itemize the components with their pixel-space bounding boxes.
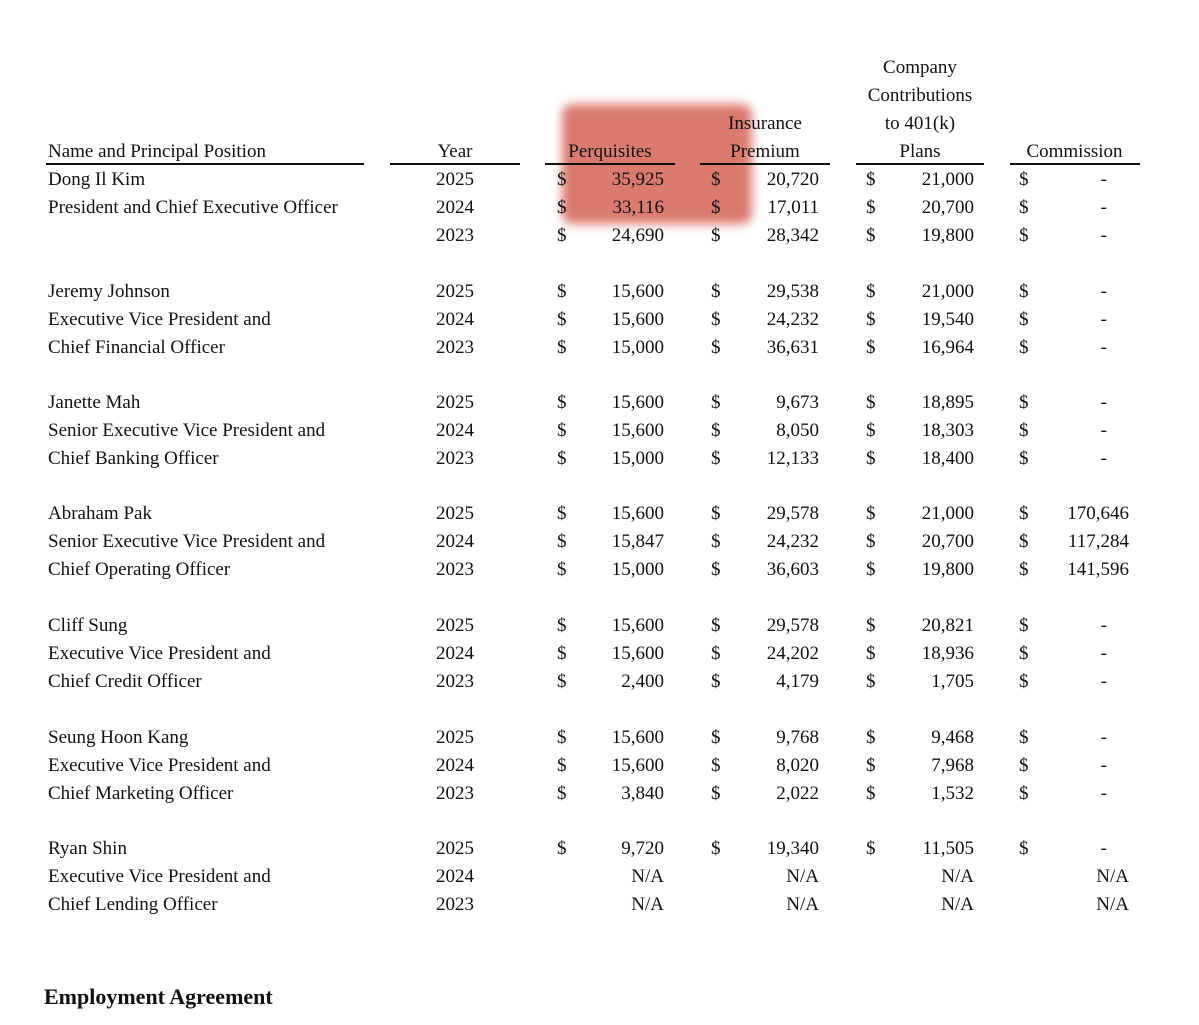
cell-contrib: 20,700 [921, 197, 974, 218]
dollar-sign: $ [866, 337, 876, 358]
dollar-sign: $ [711, 783, 721, 804]
cell-perq: 33,116 [612, 197, 664, 218]
cell-comm: - [1100, 225, 1107, 246]
dollar-sign: $ [711, 615, 721, 636]
header-rule-perquisites [545, 163, 675, 165]
cell-ins: 36,631 [766, 337, 819, 358]
header-year: Year [437, 141, 473, 162]
cell-ins: 2,022 [776, 783, 819, 804]
dollar-sign: $ [1019, 727, 1029, 748]
dollar-sign: $ [711, 727, 721, 748]
cell-perq: 15,000 [611, 448, 664, 469]
dollar-sign: $ [711, 197, 721, 218]
cell-ins: 9,768 [776, 727, 819, 748]
cell-comm: - [1100, 783, 1107, 804]
header-name: Name and Principal Position [48, 141, 266, 162]
row-name: Executive Vice President and [48, 866, 271, 887]
row-year: 2024 [436, 197, 474, 218]
cell-perq: 15,600 [611, 755, 664, 776]
cell-perq: N/A [631, 866, 664, 887]
row-name: Seung Hoon Kang [48, 727, 189, 748]
dollar-sign: $ [1019, 643, 1029, 664]
cell-perq: 24,690 [611, 225, 664, 246]
cell-contrib: 19,800 [921, 225, 974, 246]
header-rule-contrib [856, 163, 984, 165]
dollar-sign: $ [557, 225, 567, 246]
dollar-sign: $ [557, 169, 567, 190]
cell-contrib: 18,936 [921, 643, 974, 664]
dollar-sign: $ [557, 643, 567, 664]
cell-comm: - [1100, 169, 1107, 190]
cell-comm: - [1100, 197, 1107, 218]
dollar-sign: $ [557, 531, 567, 552]
cell-contrib: 1,532 [931, 783, 974, 804]
cell-ins: 8,050 [776, 420, 819, 441]
dollar-sign: $ [1019, 755, 1029, 776]
cell-comm: - [1100, 615, 1107, 636]
row-year: 2023 [436, 448, 474, 469]
cell-perq: 9,720 [621, 838, 664, 859]
row-name: Dong Il Kim [48, 169, 146, 190]
row-name: Senior Executive Vice President and [48, 531, 326, 552]
row-year: 2023 [436, 559, 474, 580]
dollar-sign: $ [866, 420, 876, 441]
cell-comm: - [1100, 420, 1107, 441]
cell-comm: N/A [1096, 894, 1129, 915]
cell-perq: 15,600 [611, 727, 664, 748]
row-name: Chief Operating Officer [48, 559, 231, 580]
dollar-sign: $ [866, 309, 876, 330]
row-name: Senior Executive Vice President and [48, 420, 326, 441]
row-name: Janette Mah [48, 392, 141, 413]
row-name: Chief Marketing Officer [48, 783, 234, 804]
cell-perq: 15,600 [611, 503, 664, 524]
dollar-sign: $ [1019, 448, 1029, 469]
dollar-sign: $ [866, 615, 876, 636]
dollar-sign: $ [1019, 783, 1029, 804]
dollar-sign: $ [711, 309, 721, 330]
cell-perq: N/A [631, 894, 664, 915]
row-year: 2024 [436, 309, 474, 330]
header-contrib-line4: Plans [899, 141, 941, 162]
cell-perq: 15,600 [611, 309, 664, 330]
header-insurance-line2: Premium [730, 141, 800, 162]
row-name: Chief Financial Officer [48, 337, 225, 358]
dollar-sign: $ [711, 559, 721, 580]
row-year: 2024 [436, 643, 474, 664]
row-year: 2023 [436, 783, 474, 804]
row-year: 2023 [436, 337, 474, 358]
cell-perq: 3,840 [621, 783, 664, 804]
cell-contrib: 21,000 [921, 281, 974, 302]
dollar-sign: $ [866, 392, 876, 413]
dollar-sign: $ [866, 225, 876, 246]
cell-comm: - [1100, 838, 1107, 859]
dollar-sign: $ [711, 531, 721, 552]
dollar-sign: $ [1019, 671, 1029, 692]
dollar-sign: $ [1019, 559, 1029, 580]
dollar-sign: $ [1019, 197, 1029, 218]
row-year: 2024 [436, 420, 474, 441]
section-title: Employment Agreement [44, 984, 273, 1009]
header-commission: Commission [1026, 141, 1123, 162]
cell-comm: N/A [1096, 866, 1129, 887]
cell-perq: 15,600 [611, 615, 664, 636]
cell-contrib: N/A [941, 894, 974, 915]
cell-comm: - [1100, 643, 1107, 664]
dollar-sign: $ [866, 643, 876, 664]
dollar-sign: $ [557, 615, 567, 636]
dollar-sign: $ [711, 448, 721, 469]
cell-comm: - [1100, 392, 1107, 413]
cell-contrib: 7,968 [931, 755, 974, 776]
dollar-sign: $ [557, 503, 567, 524]
cell-contrib: 21,000 [921, 503, 974, 524]
dollar-sign: $ [557, 783, 567, 804]
cell-contrib: N/A [941, 866, 974, 887]
row-name: Chief Lending Officer [48, 894, 218, 915]
row-year: 2025 [436, 615, 474, 636]
dollar-sign: $ [1019, 420, 1029, 441]
cell-contrib: 18,400 [921, 448, 974, 469]
cell-contrib: 21,000 [921, 169, 974, 190]
dollar-sign: $ [1019, 169, 1029, 190]
dollar-sign: $ [557, 420, 567, 441]
row-year: 2025 [436, 503, 474, 524]
row-year: 2023 [436, 671, 474, 692]
cell-ins: 24,232 [766, 309, 819, 330]
header-rule-commission [1010, 163, 1140, 165]
cell-ins: 17,011 [767, 197, 819, 218]
dollar-sign: $ [1019, 503, 1029, 524]
row-name: Ryan Shin [48, 838, 127, 859]
cell-contrib: 11,505 [922, 838, 974, 859]
row-year: 2023 [436, 225, 474, 246]
dollar-sign: $ [711, 503, 721, 524]
row-name: Chief Banking Officer [48, 448, 219, 469]
header-rule-year [390, 163, 520, 165]
dollar-sign: $ [557, 755, 567, 776]
cell-ins: 4,179 [776, 671, 819, 692]
dollar-sign: $ [711, 643, 721, 664]
cell-ins: N/A [786, 866, 819, 887]
cell-contrib: 18,895 [921, 392, 974, 413]
dollar-sign: $ [1019, 309, 1029, 330]
row-year: 2025 [436, 169, 474, 190]
cell-perq: 15,000 [611, 337, 664, 358]
cell-ins: 8,020 [776, 755, 819, 776]
dollar-sign: $ [1019, 337, 1029, 358]
cell-comm: - [1100, 448, 1107, 469]
dollar-sign: $ [557, 838, 567, 859]
dollar-sign: $ [1019, 392, 1029, 413]
row-year: 2024 [436, 866, 474, 887]
dollar-sign: $ [557, 309, 567, 330]
dollar-sign: $ [557, 671, 567, 692]
dollar-sign: $ [1019, 838, 1029, 859]
cell-contrib: 20,821 [921, 615, 974, 636]
cell-comm: 141,596 [1067, 559, 1129, 580]
dollar-sign: $ [711, 755, 721, 776]
cell-ins: 24,202 [766, 643, 819, 664]
cell-comm: - [1100, 755, 1107, 776]
row-year: 2025 [436, 838, 474, 859]
cell-comm: - [1100, 309, 1107, 330]
cell-perq: 15,000 [611, 559, 664, 580]
cell-ins: 36,603 [766, 559, 819, 580]
dollar-sign: $ [711, 169, 721, 190]
cell-comm: 170,646 [1067, 503, 1129, 524]
dollar-sign: $ [711, 281, 721, 302]
dollar-sign: $ [557, 727, 567, 748]
dollar-sign: $ [711, 392, 721, 413]
cell-ins: 19,340 [766, 838, 819, 859]
dollar-sign: $ [866, 559, 876, 580]
dollar-sign: $ [557, 392, 567, 413]
row-name: President and Chief Executive Officer [48, 197, 338, 218]
dollar-sign: $ [866, 448, 876, 469]
row-year: 2025 [436, 727, 474, 748]
cell-contrib: 16,964 [921, 337, 974, 358]
cell-ins: 29,578 [766, 615, 819, 636]
dollar-sign: $ [1019, 531, 1029, 552]
dollar-sign: $ [866, 169, 876, 190]
cell-ins: 29,538 [766, 281, 819, 302]
dollar-sign: $ [1019, 281, 1029, 302]
cell-contrib: 18,303 [921, 420, 974, 441]
cell-perq: 15,600 [611, 281, 664, 302]
row-name: Executive Vice President and [48, 755, 271, 776]
row-year: 2024 [436, 755, 474, 776]
dollar-sign: $ [557, 448, 567, 469]
cell-ins: 12,133 [766, 448, 819, 469]
dollar-sign: $ [866, 838, 876, 859]
cell-ins: 20,720 [766, 169, 819, 190]
cell-contrib: 1,705 [931, 671, 974, 692]
dollar-sign: $ [557, 197, 567, 218]
dollar-sign: $ [711, 337, 721, 358]
cell-comm: - [1100, 671, 1107, 692]
dollar-sign: $ [866, 503, 876, 524]
row-year: 2023 [436, 894, 474, 915]
cell-perq: 2,400 [621, 671, 664, 692]
dollar-sign: $ [866, 727, 876, 748]
header-contrib-line1: Company [883, 57, 957, 78]
row-name: Executive Vice President and [48, 309, 271, 330]
dollar-sign: $ [557, 337, 567, 358]
cell-ins: 24,232 [766, 531, 819, 552]
row-name: Abraham Pak [48, 503, 152, 524]
cell-comm: - [1100, 727, 1107, 748]
cell-perq: 35,925 [611, 169, 664, 190]
dollar-sign: $ [711, 838, 721, 859]
dollar-sign: $ [866, 197, 876, 218]
row-year: 2024 [436, 531, 474, 552]
row-name: Jeremy Johnson [48, 281, 170, 302]
header-contrib-line2: Contributions [867, 85, 973, 106]
header-rule-name [46, 163, 364, 165]
dollar-sign: $ [866, 783, 876, 804]
dollar-sign: $ [711, 420, 721, 441]
cell-contrib: 19,540 [921, 309, 974, 330]
dollar-sign: $ [557, 559, 567, 580]
dollar-sign: $ [711, 671, 721, 692]
cell-ins: 28,342 [766, 225, 819, 246]
dollar-sign: $ [1019, 225, 1029, 246]
dollar-sign: $ [557, 281, 567, 302]
cell-ins: 29,578 [766, 503, 819, 524]
header-perquisites: Perquisites [568, 141, 652, 162]
cell-ins: 9,673 [776, 392, 819, 413]
dollar-sign: $ [866, 755, 876, 776]
dollar-sign: $ [866, 671, 876, 692]
cell-comm: - [1100, 281, 1107, 302]
header-rule-insurance [700, 163, 830, 165]
cell-perq: 15,600 [611, 420, 664, 441]
cell-perq: 15,600 [611, 643, 664, 664]
row-year: 2025 [436, 392, 474, 413]
cell-comm: 117,284 [1067, 531, 1129, 552]
header-insurance-line1: Insurance [728, 113, 802, 134]
row-name: Executive Vice President and [48, 643, 271, 664]
dollar-sign: $ [1019, 615, 1029, 636]
row-name: Chief Credit Officer [48, 671, 202, 692]
cell-contrib: 9,468 [931, 727, 974, 748]
dollar-sign: $ [711, 225, 721, 246]
cell-contrib: 20,700 [921, 531, 974, 552]
header-contrib-line3: to 401(k) [884, 113, 956, 134]
cell-contrib: 19,800 [921, 559, 974, 580]
cell-perq: 15,847 [611, 531, 664, 552]
cell-ins: N/A [786, 894, 819, 915]
cell-perq: 15,600 [611, 392, 664, 413]
row-name: Cliff Sung [48, 615, 128, 636]
cell-comm: - [1100, 337, 1107, 358]
dollar-sign: $ [866, 531, 876, 552]
dollar-sign: $ [866, 281, 876, 302]
row-year: 2025 [436, 281, 474, 302]
